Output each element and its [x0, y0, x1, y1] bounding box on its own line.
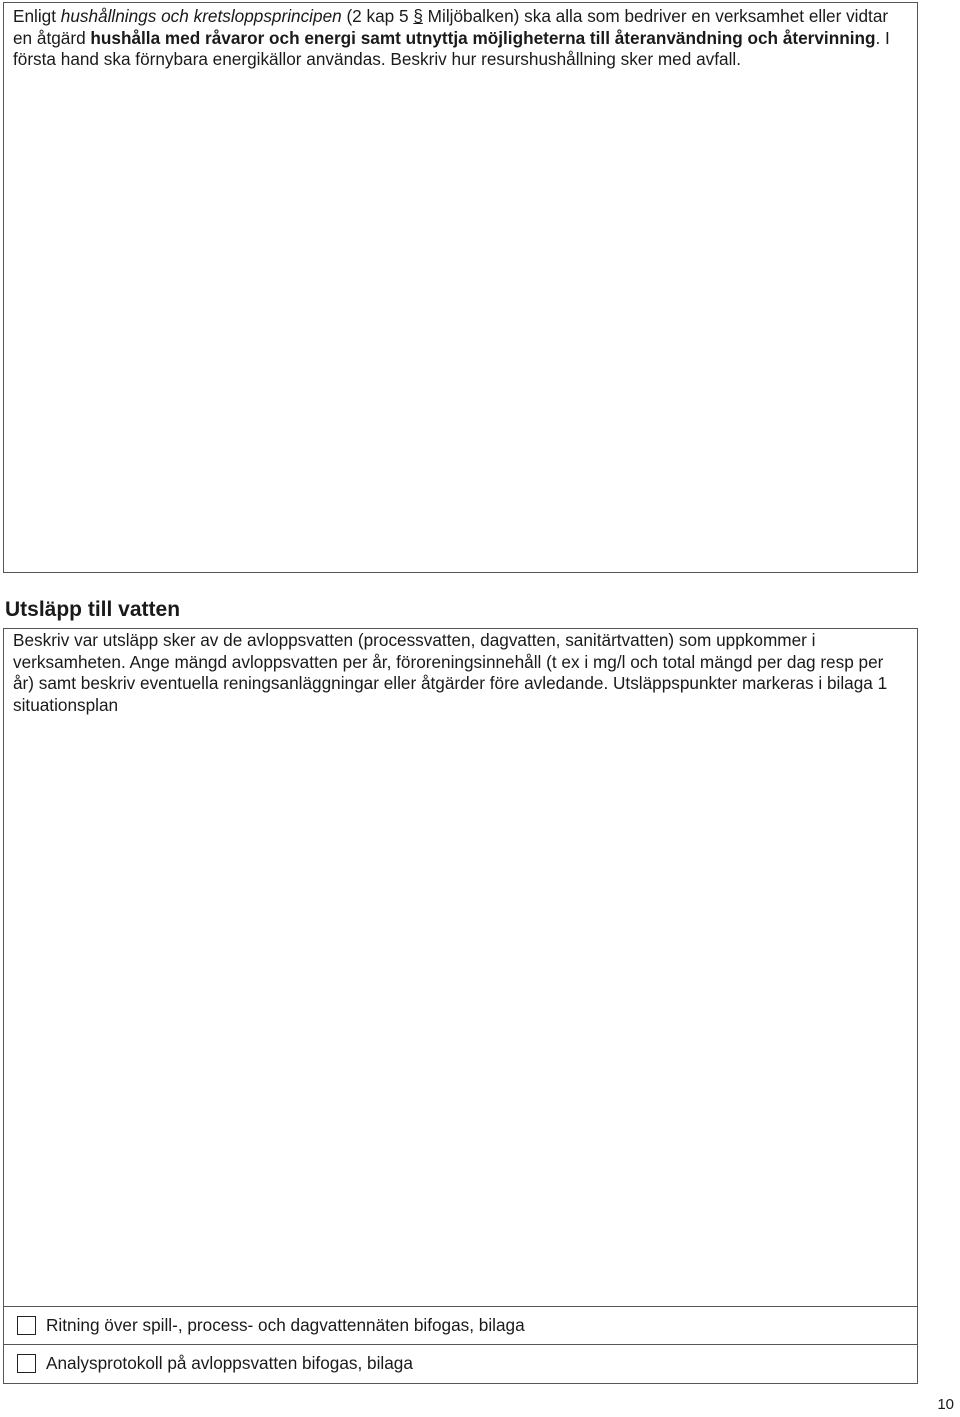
water-discharge-field[interactable] [3, 628, 918, 1307]
section-sign: § [413, 6, 423, 26]
attachment-row-analysis [3, 1344, 918, 1384]
intro-text: Miljöbalken) ska alla som bedriver en verksamhet eller vidtar en åtgärd [13, 6, 889, 48]
section-heading-water: Utsläpp till vatten [5, 598, 181, 621]
drawing-checkbox[interactable] [17, 1316, 36, 1335]
analysis-checkbox-label: Analysprotokoll på avloppsvatten bifogas, bilaga [46, 1353, 413, 1373]
principle-name: hushållnings och kretsloppsprincipen [60, 6, 342, 26]
water-discharge-instructions: Beskriv var utsläpp sker av de avloppsvatten (processvatten, dagvatten, sanitärtvatten) som uppkommer i verksamheten. Ange mängd avloppsvatten per år, föroreningsinnehåll (t ex i mg/l och total mängd per dag resp per år) samt beskriv eventuella reningsanläggningar eller åtgärder före avledande. Utsläppspunkter markeras i bilaga 1 situationsplan [13, 630, 888, 715]
page-number: 10 [937, 1396, 954, 1413]
analysis-checkbox[interactable] [17, 1354, 36, 1373]
attachment-row-drawing [3, 1306, 918, 1345]
resource-management-instructions [13, 6, 897, 71]
intro-text: (2 kap 5 [341, 6, 414, 26]
resource-management-field[interactable] [3, 2, 918, 573]
emphasis-text: hushålla med råvaror och energi samt utnyttja möjligheterna till återanvändning och återvinning [90, 27, 876, 48]
instruction-text: . I första hand ska förnybara energikällor användas. Beskriv hur resurshushållning sker med avfall. [13, 27, 890, 69]
intro-text: Enligt [13, 6, 61, 26]
drawing-checkbox-label: Ritning över spill-, process- och dagvattennäten bifogas, bilaga [46, 1314, 525, 1335]
